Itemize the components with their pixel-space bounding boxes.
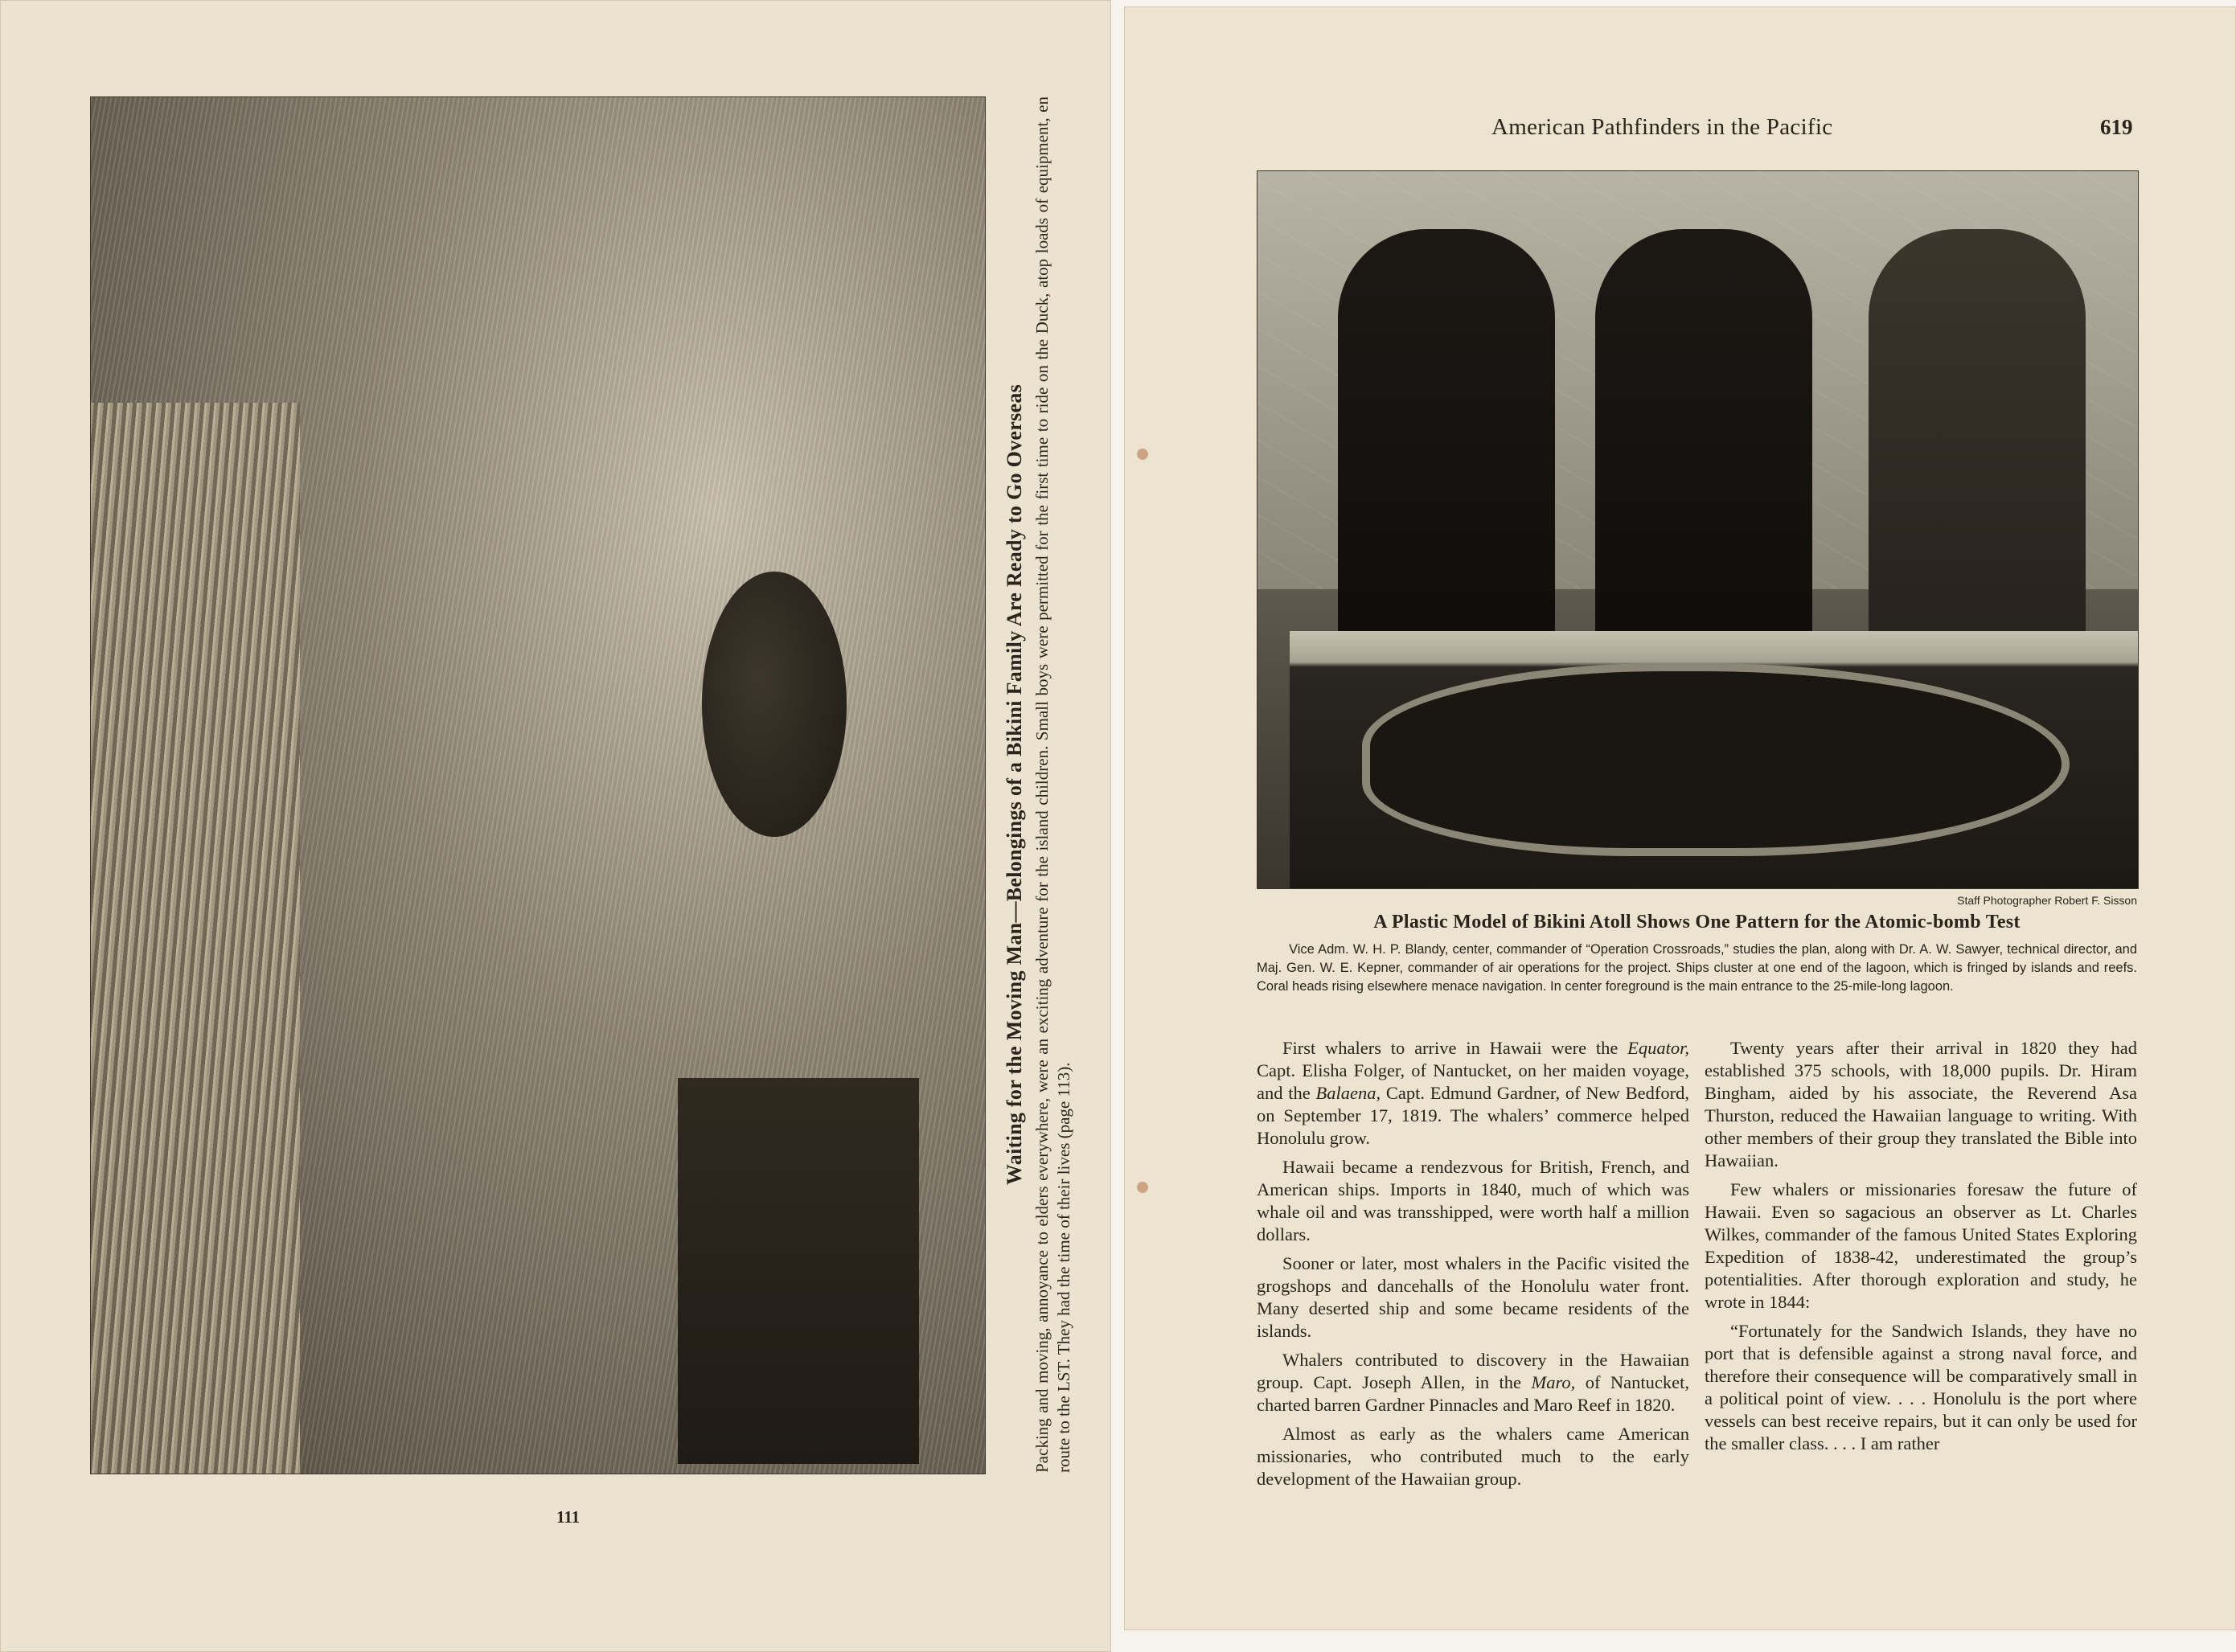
paragraph: “Fortunately for the Sandwich Islands, they have no port that is defensible against a strong naval force, and therefore their consequence will be comparatively small in a political point of view. . . . Honolulu is the port where vessels can best receive repairs, but it can only be used for the smaller class. . . . I am rather	[1705, 1321, 2137, 1453]
page-number-right: 619	[2100, 115, 2133, 139]
ship-name: Maro,	[1531, 1372, 1576, 1392]
left-caption-body: Packing and moving, annoyance to elders everywhere, were an exciting adventure for the island children. Small boys were permitted for the first time to ride on the Duck, atop loads of equipment, en route to the LST. They had the time of their lives (page 113).	[1032, 96, 1073, 1473]
paragraph: Hawaii became a rendezvous for British, French, and American ships. Imports in 1840, much of which was whale oil and was transshipped, were worth half a million dollars.	[1257, 1157, 1689, 1244]
photo-bikini-atoll-model	[1257, 170, 2139, 889]
article-column-right	[1705, 1037, 2137, 1461]
photo-credit: Staff Photographer Robert F. Sisson	[1957, 894, 2137, 907]
vertical-caption	[1003, 96, 1075, 1473]
bundle	[702, 572, 847, 837]
paragraph: Few whalers or missionaries foresaw the future of Hawaii. Even so sagacious an observer as Lt. Charles Wilkes, commander of the famous United States Exploring Expedition of 1838-42, underestimated the group’s potentialities. After thorough exploration and study, he wrote in 1844:	[1705, 1179, 2137, 1312]
paragraph: Twenty years after their arrival in 1820 they had established 375 schools, with 18,000 pupils. Dr. Hiram Bingham, aided by his associate, the Reverend Asa Thurston, reduced the Hawaiian language to writing. With other members of their group they translated the Bible into Hawaiian.	[1705, 1038, 2137, 1170]
right-caption-title: A Plastic Model of Bikini Atoll Shows One Pattern for the Atomic-bomb Test	[1373, 912, 2021, 933]
figure-blandy	[1595, 229, 1812, 647]
page-number-left: 111	[556, 1507, 581, 1527]
binding-mark	[1137, 1182, 1148, 1193]
left-page	[0, 0, 1111, 1652]
photo-bikini-family-belongings	[90, 96, 986, 1474]
binding-mark	[1137, 449, 1148, 460]
text-run: Capt. Edmund Gardner, of New Bedford, on September 17, 1819. The whalers’ commerce helped Honolulu grow.	[1257, 1083, 1689, 1148]
paragraph: Almost as early as the whalers came American missionaries, who contributed much to the early development of the Hawaiian group.	[1257, 1424, 1689, 1489]
text-run: Capt. Elisha Folger, of Nantucket, on her maiden voyage, and the	[1257, 1060, 1689, 1103]
text-run: Whalers contributed to discovery in the Hawaiian group. Capt. Joseph Allen, in the	[1257, 1350, 1689, 1392]
paragraph	[1257, 1349, 1689, 1416]
left-caption-title: Waiting for the Moving Man—Belongings of a Bikini Family Are Ready to Go Overseas	[1003, 383, 1026, 1186]
ship-name: Balaena,	[1315, 1083, 1381, 1103]
figure-kepner	[1869, 229, 2086, 647]
thatch-roof	[91, 403, 300, 1474]
running-head: American Pathfinders in the Pacific	[1491, 114, 1833, 140]
paragraph: Sooner or later, most whalers in the Pacific visited the grogshops and dancehalls of the Honolulu water front. Many deserted ship and some became residents of the islands.	[1257, 1253, 1689, 1341]
right-caption-body: Vice Adm. W. H. P. Blandy, center, commander of “Operation Crossroads,” studies the plan, along with Dr. A. W. Sawyer, technical director, and Maj. Gen. W. E. Kepner, commander of air operations for the project. Ships cluster at one end of the lagoon, which is fringed by islands and reefs. Coral heads rising elsewhere menace navigation. In center foreground is the main entrance to the 25-mile-long lagoon.	[1257, 942, 2137, 994]
figure-sawyer	[1338, 229, 1555, 647]
paragraph	[1257, 1037, 1689, 1150]
article-column-left	[1257, 1037, 1689, 1497]
ship-name: Equator,	[1627, 1038, 1689, 1058]
wooden-crate	[678, 1078, 919, 1464]
text-run: of Nantucket, charted barren Gardner Pinnacles and Maro Reef in 1820.	[1257, 1372, 1689, 1415]
text-run: First whalers to arrive in Hawaii were the	[1282, 1038, 1628, 1058]
